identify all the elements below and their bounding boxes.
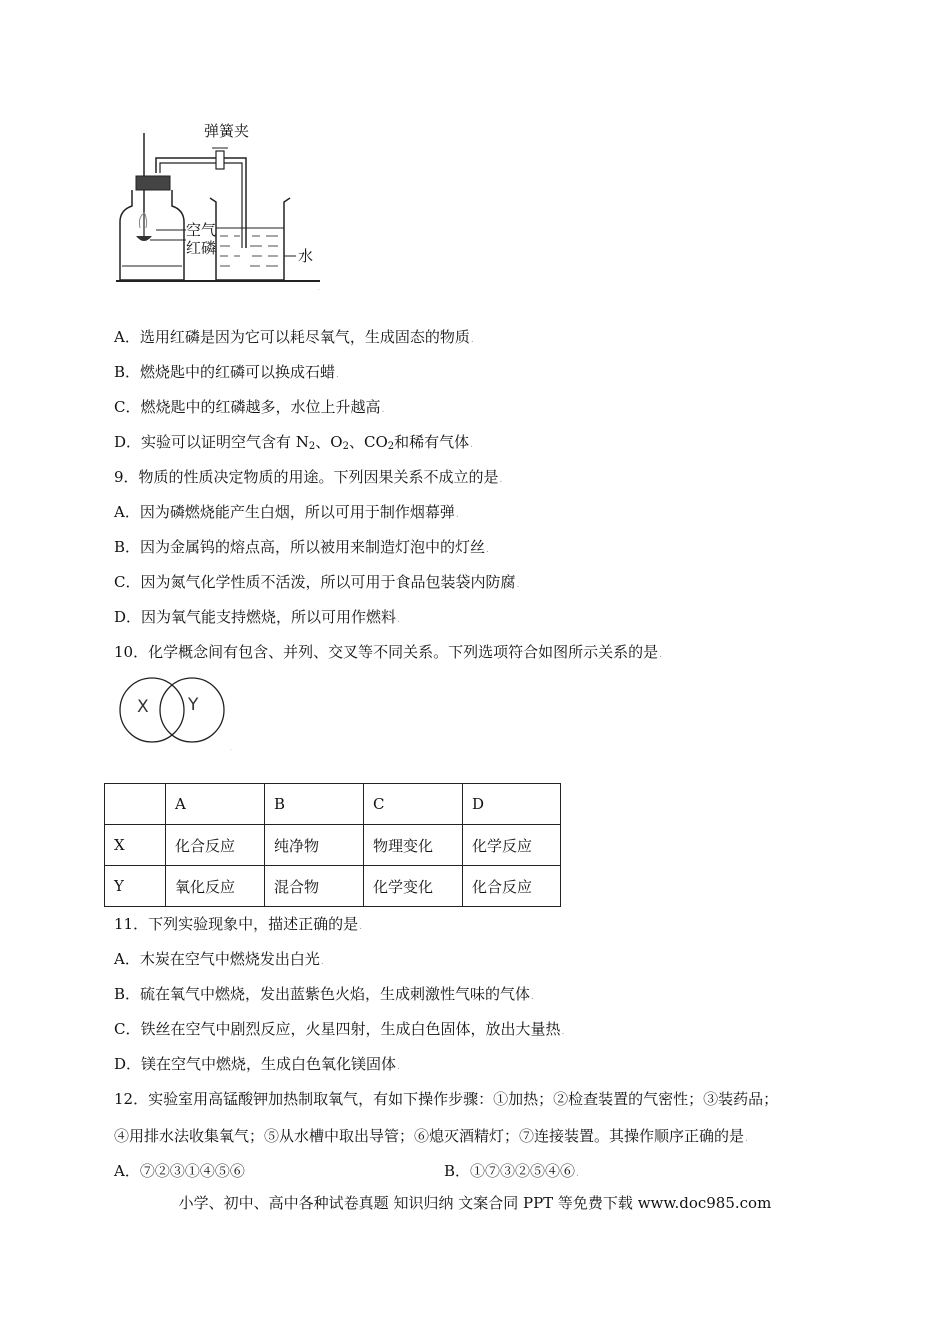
q8-option-b: B．燃烧匙中的红磷可以换成石蜡. — [114, 363, 339, 381]
table-row — [105, 825, 561, 866]
label-water: 水 — [298, 247, 314, 265]
q8-option-c: C．燃烧匙中的红磷越多，水位上升越高. — [114, 398, 385, 416]
table-cell: 化合反应 — [463, 866, 561, 907]
venn-label-y: Y — [188, 695, 199, 715]
q9-stem: 9．物质的性质决定物质的用途。下列因果关系不成立的是. — [114, 468, 503, 486]
table-cell: X — [105, 825, 166, 866]
table-row — [105, 866, 561, 907]
table-cell — [105, 784, 166, 825]
svg-text:.: . — [318, 285, 320, 292]
q11-option-c: C．铁丝在空气中剧烈反应，火星四射，生成白色固体，放出大量热. — [114, 1020, 565, 1038]
q11-option-b: B．硫在氧气中燃烧，发出蓝紫色火焰，生成刺激性气味的气体. — [114, 985, 534, 1003]
q9-option-c: C．因为氮气化学性质不活泼，所以可用于食品包装袋内防腐. — [114, 573, 520, 591]
q12-stem-line2: ④用排水法收集氧气；⑤从水槽中取出导管；⑥熄灭酒精灯；⑦连接装置。其操作顺序正确的是. — [114, 1127, 748, 1145]
q12-stem-line1: 12．实验室用高锰酸钾加热制取氧气，有如下操作步骤：①加热；②检查装置的气密性；③装药品； — [114, 1090, 779, 1108]
table-cell: D — [463, 784, 561, 825]
q8-option-a: A．选用红磷是因为它可以耗尽氧气，生成固态的物质. — [114, 328, 474, 346]
table-cell: Y — [105, 866, 166, 907]
q11-stem: 11．下列实验现象中，描述正确的是. — [114, 915, 362, 933]
footer-text: 小学、初中、高中各种试卷真题 知识归纳 文案合同 PPT 等免费下载 www.doc985.com — [178, 1194, 772, 1212]
label-air: 空气 — [186, 221, 217, 239]
svg-text:.: . — [230, 745, 232, 752]
q9-option-d: D．因为氧气能支持燃烧，所以可用作燃料. — [114, 608, 400, 626]
label-spring-clip: 弹簧夹 — [204, 122, 250, 140]
apparatus-figure — [112, 118, 332, 293]
q9-option-b: B．因为金属钨的熔点高，所以被用来制造灯泡中的灯丝. — [114, 538, 489, 556]
table-cell: 纯净物 — [265, 825, 364, 866]
table-cell: 化学反应 — [463, 825, 561, 866]
venn-diagram — [112, 672, 242, 756]
table-cell: A — [166, 784, 265, 825]
table-cell: 化学变化 — [364, 866, 463, 907]
table-cell: C — [364, 784, 463, 825]
q12-option-a: A．⑦②③①④⑤⑥ — [114, 1162, 245, 1180]
table-cell: 物理变化 — [364, 825, 463, 866]
relation-table — [104, 783, 561, 907]
table-cell: 氧化反应 — [166, 866, 265, 907]
q9-option-a: A．因为磷燃烧能产生白烟，所以可用于制作烟幕弹. — [114, 503, 459, 521]
q11-option-a: A．木炭在空气中燃烧发出白光. — [114, 950, 324, 968]
label-red-phosphorus: 红磷 — [186, 239, 217, 257]
table-cell: 化合反应 — [166, 825, 265, 866]
q12-option-b: B．①⑦③②⑤④⑥. — [444, 1162, 579, 1180]
q11-option-d: D．镁在空气中燃烧，生成白色氧化镁固体. — [114, 1055, 400, 1073]
table-cell: B — [265, 784, 364, 825]
table-row — [105, 784, 561, 825]
venn-label-x: X — [137, 697, 149, 717]
q8-option-d: D．实验可以证明空气含有 $N_2$、$O_2$、$CO_2$和稀有气体. — [114, 433, 474, 452]
q10-stem: 10．化学概念间有包含、并列、交叉等不同关系。下列选项符合如图所示关系的是. — [114, 643, 662, 661]
table-cell: 混合物 — [265, 866, 364, 907]
